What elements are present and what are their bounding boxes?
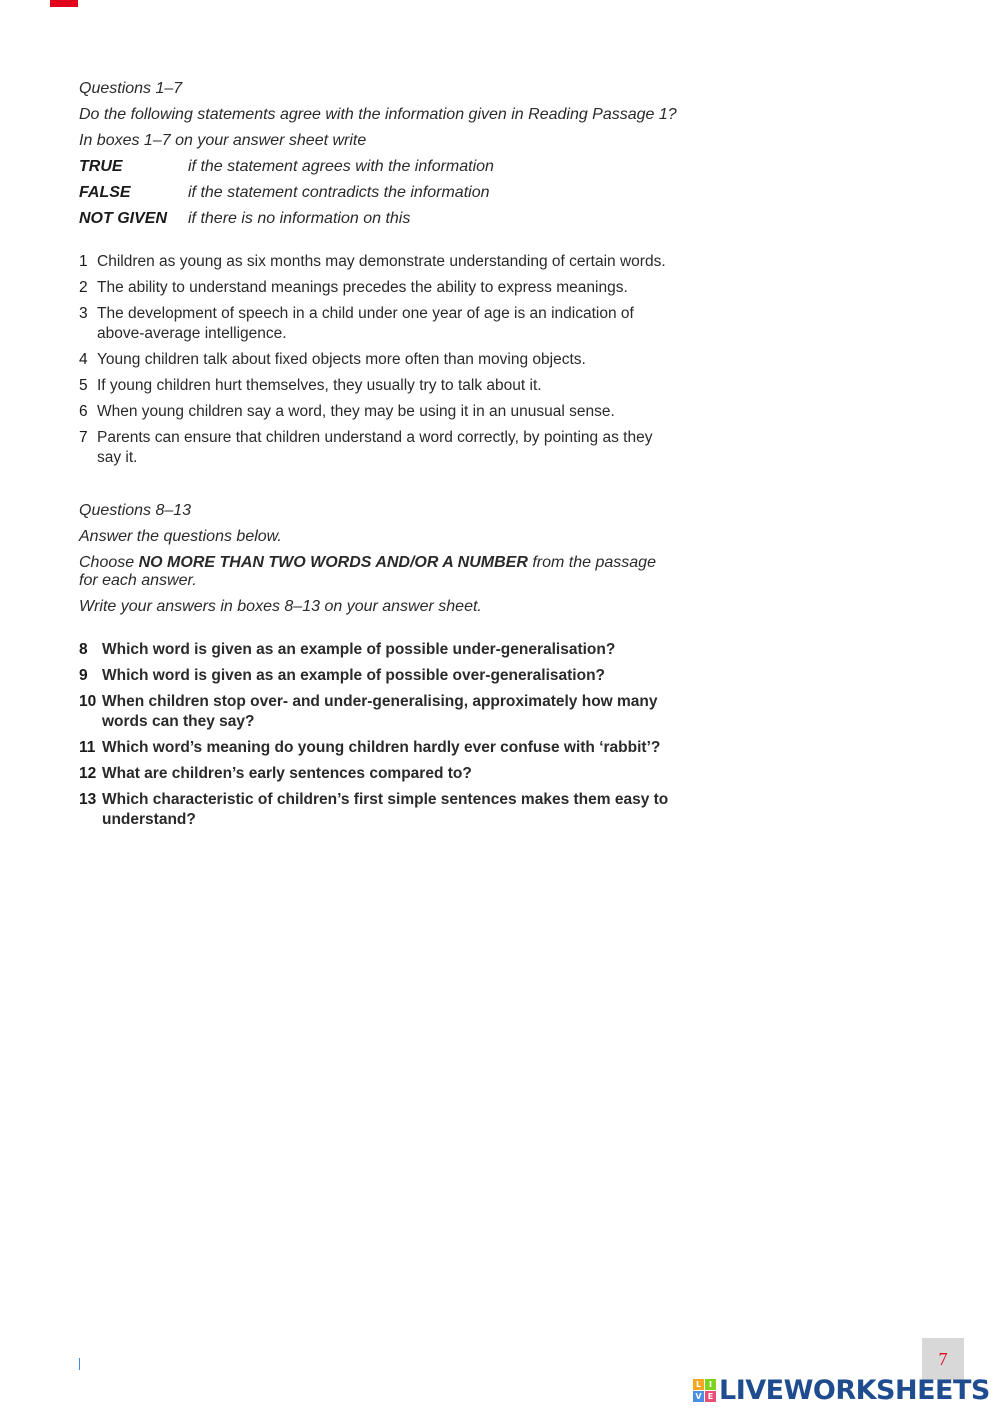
legend-row-false — [79, 184, 679, 202]
logo-text: LIVEWORKSHEETS — [719, 1374, 990, 1406]
question-text: Which characteristic of children’s first simple sentences makes them easy to understand? — [102, 791, 669, 828]
question-text: Children as young as six months may demonstrate understanding of certain words. — [97, 253, 666, 270]
section-questions-8-13 — [79, 502, 679, 830]
question-text: Which word is given as an example of possible over-generalisation? — [102, 667, 606, 684]
section1-answer-instruction: In boxes 1–7 on your answer sheet write — [79, 132, 367, 149]
question-item — [79, 640, 679, 660]
question-text: When children stop over- and under-generalising, approximately how many words can they say? — [102, 693, 658, 730]
question-text: When young children say a word, they may be using it in an unusual sense. — [97, 403, 615, 420]
page-number: 7 — [938, 1348, 948, 1369]
question-text: Parents can ensure that children understand a word correctly, by pointing as they say it. — [97, 429, 653, 466]
question-item — [79, 692, 679, 732]
logo-letter-tile: E — [705, 1391, 716, 1402]
question-item — [79, 350, 679, 370]
question-number: 8 — [79, 641, 88, 658]
legend-value: if the statement agrees with the information — [188, 158, 494, 175]
question-number: 9 — [79, 667, 88, 684]
question-text: The development of speech in a child under one year of age is an indication of above-average intelligence. — [97, 305, 634, 342]
logo-letter-tile: I — [705, 1379, 716, 1390]
section1-instruction: Do the following statements agree with the information given in Reading Passage 1? — [79, 106, 677, 123]
question-item — [79, 402, 679, 422]
question-text: The ability to understand meanings precedes the ability to express meanings. — [97, 279, 628, 296]
choose-prefix: Choose — [79, 554, 139, 571]
question-number: 10 — [79, 693, 97, 710]
choose-suffix: from the passage for each answer. — [79, 554, 656, 589]
question-item — [79, 666, 679, 686]
question-number: 5 — [79, 377, 88, 394]
worksheet-content — [79, 80, 679, 836]
word-limit-instruction — [79, 554, 679, 590]
liveworksheets-logo — [693, 1376, 990, 1404]
section1-heading: Questions 1–7 — [79, 80, 183, 97]
legend-key: FALSE — [79, 184, 131, 201]
question-text: Which word is given as an example of possible under-generalisation? — [102, 641, 616, 658]
question-number: 3 — [79, 305, 88, 322]
section2-answer-instruction: Write your answers in boxes 8–13 on your answer sheet. — [79, 598, 482, 615]
question-list-1-7 — [79, 252, 679, 468]
question-text: Which word’s meaning do young children hardly ever confuse with ‘rabbit’? — [102, 739, 661, 756]
question-text: What are children’s early sentences compared to? — [102, 765, 472, 782]
question-item — [79, 304, 679, 344]
logo-grid-icon — [693, 1379, 716, 1402]
question-list-8-13 — [79, 640, 679, 830]
section2-instruction: Answer the questions below. — [79, 528, 282, 545]
question-item — [79, 428, 679, 468]
legend-key: NOT GIVEN — [79, 210, 168, 227]
question-text: Young children talk about fixed objects more often than moving objects. — [97, 351, 586, 368]
legend-value: if there is no information on this — [188, 210, 411, 227]
legend-value: if the statement contradicts the information — [188, 184, 490, 201]
question-number: 7 — [79, 429, 88, 446]
question-item — [79, 252, 679, 272]
legend-row-true — [79, 158, 679, 176]
question-number: 12 — [79, 765, 97, 782]
logo-letter-tile: L — [693, 1379, 704, 1390]
question-number: 13 — [79, 791, 97, 808]
legend-row-not-given — [79, 210, 679, 228]
question-number: 1 — [79, 253, 88, 270]
footer-divider-mark — [79, 1358, 80, 1370]
question-text: If young children hurt themselves, they usually try to talk about it. — [97, 377, 542, 394]
legend-key: TRUE — [79, 158, 123, 175]
question-number: 6 — [79, 403, 88, 420]
answer-legend — [79, 158, 679, 228]
logo-letter-tile: V — [693, 1391, 704, 1402]
question-item — [79, 278, 679, 298]
question-number: 11 — [79, 739, 96, 756]
question-item — [79, 764, 679, 784]
section2-heading: Questions 8–13 — [79, 502, 192, 519]
question-item — [79, 790, 679, 830]
question-number: 2 — [79, 279, 88, 296]
word-limit-bold: NO MORE THAN TWO WORDS AND/OR A NUMBER — [138, 554, 528, 571]
question-number: 4 — [79, 351, 88, 368]
question-item — [79, 376, 679, 396]
red-page-tab — [50, 0, 78, 7]
question-item — [79, 738, 679, 758]
